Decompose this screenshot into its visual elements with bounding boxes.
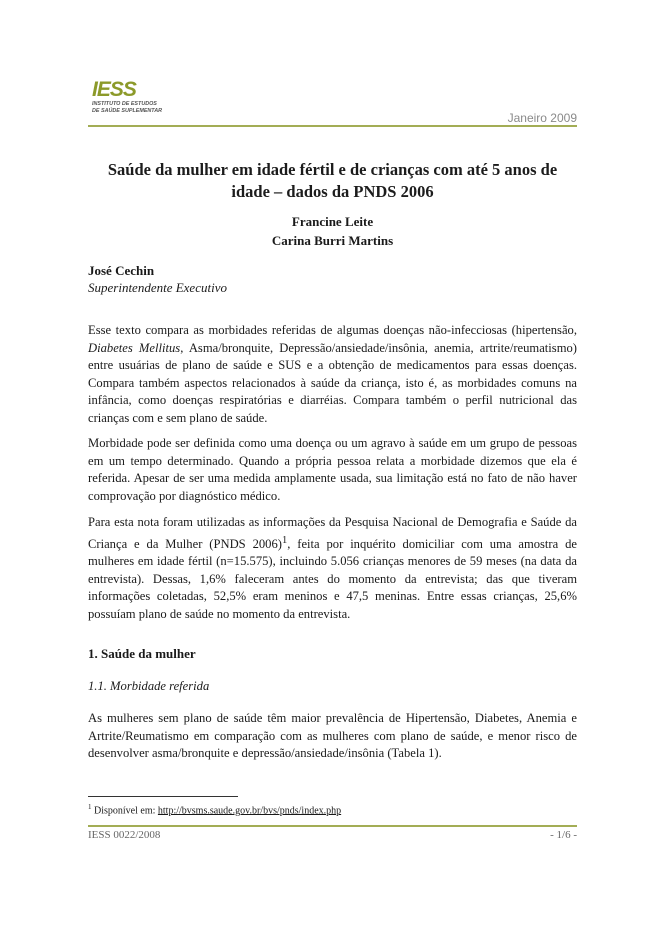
footnote <box>88 803 341 816</box>
footnote-number: 1 <box>88 803 92 811</box>
footnote-rule <box>88 796 238 797</box>
paragraph-findings: As mulheres sem plano de saúde têm maior prevalência de Hipertensão, Diabetes, Anemia e Artrite/Reumatismo em comparação com as mulheres com plano de saúde, e menor risco de desenvolver asma/bronquite e depressão/ansiedade/insônia (Tabela 1). <box>88 711 577 760</box>
title-line-1: Saúde da mulher em idade fértil e de crianças com até 5 anos de <box>107 160 558 179</box>
title-line-2: idade – dados da PNDS 2006 <box>231 182 434 201</box>
authors <box>88 212 577 250</box>
signer-name: José Cechin <box>88 263 155 278</box>
logo-sub-line1: INSTITUTO DE ESTUDOS <box>92 101 157 107</box>
iess-logo <box>92 80 202 120</box>
paragraph-morbidity: Morbidade pode ser definida como uma doença ou um agravo à saúde em um grupo de pessoas em um tempo determinado. Quando a própria pessoa relata a morbidade dizemos que ela é referida. Apesar de ser uma medida amplamente usada, sua limitação está no fato de não haver comprovação por diagnóstico médico. <box>88 436 577 503</box>
logo-mark: IESS <box>92 78 136 101</box>
header-date: Janeiro 2009 <box>507 111 577 125</box>
footnote-link[interactable]: http://bvsms.saude.gov.br/bvs/pnds/index.php <box>157 805 342 817</box>
footer-doc-id: IESS 0022/2008 <box>88 829 161 841</box>
paragraph-intro <box>88 322 577 427</box>
paragraph-data-source <box>88 514 577 623</box>
p1-text-a: Esse texto compara as morbidades referidas de algumas doenças não-infecciosas (hipertensão, <box>88 323 577 337</box>
header-rule <box>88 125 577 127</box>
p1-text-b: , Asma/bronquite, Depressão/ansiedade/insônia, anemia, artrite/reumatismo) entre usuárias de plano de saúde e SUS e a obtenção de medicamentos para essas doenças. Compara também aspectos relacionados à saúde da criança, isto é, as morbidades comuns na infância, como doenças respiratórias e diarréias. Compara também o perfil nutricional das crianças com e sem plano de saúde. <box>88 340 577 425</box>
signer <box>88 262 227 296</box>
subsection-heading: 1.1. Morbidade referida <box>88 679 210 693</box>
logo-sub-line2: DE SAÚDE SUPLEMENTAR <box>92 107 162 114</box>
footer-page-number: - 1/6 - <box>550 829 577 841</box>
p3-text-a: Para esta nota foram utilizadas as informações da Pesquisa Nacional de Demografia e Saúde da Criança e da Mulher (PNDS 2006) <box>88 515 577 551</box>
section-heading: 1. Saúde da mulher <box>88 646 196 661</box>
footer-rule <box>88 825 577 827</box>
logo-subtitle <box>92 101 202 114</box>
p1-emphasis: Diabetes Mellitus <box>88 340 181 355</box>
author-2: Carina Burri Martins <box>271 233 394 248</box>
footnote-label: Disponível em: <box>91 805 158 817</box>
document-title <box>88 159 577 203</box>
footnote-ref[interactable]: 1 <box>281 534 288 546</box>
author-1: Francine Leite <box>291 214 374 229</box>
signer-role: Superintendente Executivo <box>88 280 227 295</box>
p3-text-b: , feita por inquérito domiciliar com uma amostra de mulheres em idade fértil (n=15.575), incluindo 5.056 crianças menores de 59 meses (na data da entrevista). Dessas, 1,6% faleceram antes do momento da entrevista; das que tiveram informações coletadas, 52,5% eram meninos e 47,5 meninas. Entre essas crianças, 25,6% possuíam plano de saúde no momento da entrevista. <box>88 536 577 621</box>
